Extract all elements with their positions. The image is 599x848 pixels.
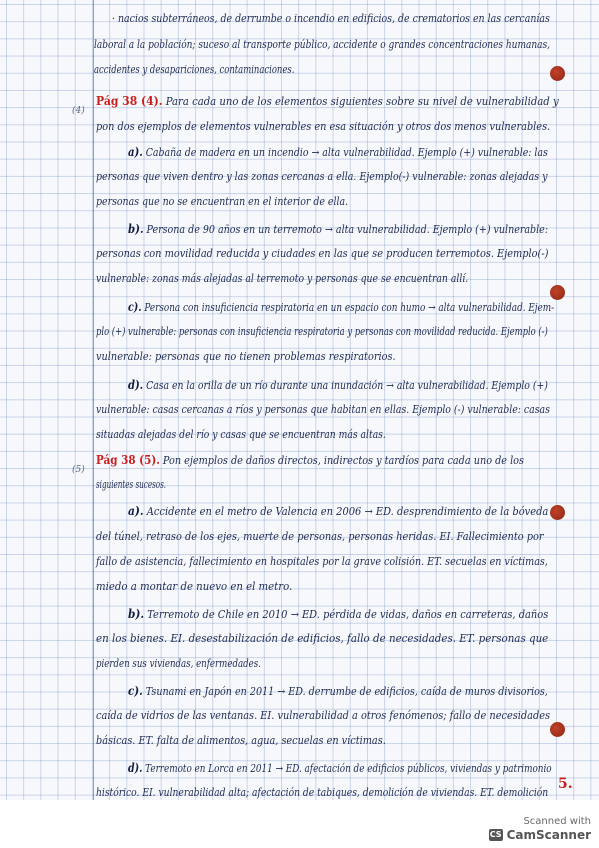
handwritten-line <box>94 38 550 52</box>
line-text: plo (+) vulnerable: personas con insuficiencia respiratoria y personas con movilidad reducida. Ejemplo (-) <box>96 325 548 338</box>
binder-hole <box>550 505 565 520</box>
margin-number: (5) <box>72 465 85 475</box>
handwritten-line <box>96 94 559 109</box>
line-text: Persona con insuficiencia respiratoria en un espacio con humo → alta vulnerabilidad. Ejem- <box>141 301 555 314</box>
scanned-with-label: Scanned with <box>523 816 591 827</box>
binder-hole <box>550 285 565 300</box>
handwritten-line <box>96 170 548 184</box>
item-letter: c). <box>128 300 142 314</box>
handwritten-line <box>96 195 348 209</box>
handwritten-line <box>96 709 550 723</box>
handwritten-line <box>128 684 548 699</box>
camscanner-brand-label: CamScanner <box>506 828 591 842</box>
margin-line <box>93 0 94 800</box>
handwritten-line <box>96 555 548 569</box>
line-text: · nacios subterráneos, de derrumbe o incendio en edificios, de crematorios en las cercanías <box>112 12 550 25</box>
exercise-heading: Pág 38 (5). <box>96 453 160 467</box>
line-text: personas que viven dentro y las zonas cercanas a ella. Ejemplo(-) vulnerable: zonas alejadas y <box>96 170 548 183</box>
handwritten-line <box>128 607 548 622</box>
line-text: siguientes sucesos. <box>96 478 167 491</box>
line-text: Cabaña de madera en un incendio → alta vulnerabilidad. Ejemplo (+) vulnerable: las <box>142 146 548 159</box>
line-text: Persona de 90 años en un terremoto → alta vulnerabilidad. Ejemplo (+) vulnerable: <box>143 223 549 236</box>
handwritten-line <box>128 222 548 237</box>
item-letter: b). <box>128 607 145 621</box>
handwritten-line <box>112 12 550 26</box>
item-letter: c). <box>128 684 143 698</box>
binder-hole <box>550 722 565 737</box>
camscanner-watermark <box>489 815 591 842</box>
handwritten-line <box>96 786 548 800</box>
line-text: del túnel, retraso de los ejes, muerte de personas, personas heridas. EI. Fallecimiento por <box>96 530 544 543</box>
line-text: personas que no se encuentran en el interior de ella. <box>96 195 349 208</box>
line-text: laboral a la población; suceso al transporte público, accidente o grandes concentraciones humanas, <box>94 38 551 51</box>
line-text: fallo de asistencia, fallecimiento en hospitales por la grave colisión. ET. secuelas en víctimas, <box>96 555 548 568</box>
camscanner-logo-icon: CS <box>489 830 502 839</box>
camscanner-brand <box>489 828 591 842</box>
handwritten-line <box>128 378 548 393</box>
line-text: Pon ejemplos de daños directos, indirectos y tardíos para cada uno de los <box>159 454 524 467</box>
handwritten-line <box>96 734 386 748</box>
line-text: Terremoto en Lorca en 2011 → ED. afectación de edificios públicos, viviendas y patrimonio <box>142 762 552 775</box>
line-text: vulnerable: zonas más alejadas al terremoto y personas que se encuentran allí. <box>96 272 469 285</box>
item-letter: a). <box>128 145 143 159</box>
handwritten-line <box>96 272 468 286</box>
line-text: miedo a montar de nuevo en el metro. <box>96 580 293 593</box>
item-letter: d). <box>128 761 143 775</box>
handwritten-line <box>96 580 292 594</box>
item-letter: a). <box>128 504 144 518</box>
handwritten-line <box>96 120 550 134</box>
line-text: caída de vidrios de las ventanas. EI. vulnerabilidad a otros fenómenos; fallo de necesidades <box>96 709 551 722</box>
handwritten-line <box>128 761 552 776</box>
handwritten-line <box>128 504 548 519</box>
line-text: pon dos ejemplos de elementos vulnerables en esa situación y otros dos menos vulnerables. <box>96 120 551 133</box>
handwritten-line <box>96 428 386 442</box>
line-text: Tsunami en Japón en 2011 → ED. derrumbe de edificios, caída de muros divisorios, <box>142 685 548 698</box>
handwritten-line <box>96 478 166 492</box>
line-text: básicas. ET. falta de alimentos, agua, secuelas en víctimas. <box>96 734 386 747</box>
binder-hole <box>550 66 565 81</box>
line-text: histórico. EI. vulnerabilidad alta; afectación de tabiques, demolición de viviendas. ET. demolición <box>96 786 549 799</box>
line-text: Terremoto de Chile en 2010 → ED. pérdida de vidas, daños en carreteras, daños <box>144 608 549 621</box>
margin-number: (4) <box>72 106 85 116</box>
item-letter: b). <box>128 222 144 236</box>
line-text: Casa en la orilla de un río durante una inundación → alta vulnerabilidad. Ejemplo (+) <box>143 379 548 392</box>
line-text: Para cada uno de los elementos siguientes sobre su nivel de vulnerabilidad y <box>162 95 559 108</box>
handwritten-line <box>96 350 396 364</box>
line-text: en los bienes. EI. desestabilización de edificios, fallo de necesidades. ET. personas que <box>96 632 549 645</box>
handwritten-line <box>96 403 550 417</box>
line-text: pierden sus viviendas, enfermedades. <box>96 657 261 670</box>
line-text: accidentes y desapariciones, contaminaciones. <box>94 63 295 76</box>
handwritten-line <box>96 325 548 339</box>
line-text: situadas alejadas del río y casas que se encuentran más altas. <box>96 428 386 441</box>
page-marker: 5. <box>558 776 573 792</box>
handwritten-line <box>96 247 548 261</box>
line-text: personas con movilidad reducida y ciudades en las que se producen terremotos. Ejemplo(-) <box>96 247 549 260</box>
handwritten-line <box>128 145 548 160</box>
handwritten-line <box>96 632 548 646</box>
exercise-heading: Pág 38 (4). <box>96 94 163 108</box>
line-text: vulnerable: personas que no tienen problemas respiratorios. <box>96 350 396 363</box>
handwritten-line <box>96 453 524 468</box>
handwritten-line <box>96 530 544 544</box>
handwritten-line <box>96 657 261 671</box>
item-letter: d). <box>128 378 144 392</box>
line-text: vulnerable: casas cercanas a ríos y personas que habitan en ellas. Ejemplo (-) vulnerable: casas <box>96 403 550 416</box>
handwritten-line <box>128 300 554 315</box>
line-text: Accidente en el metro de Valencia en 2006 → ED. desprendimiento de la bóveda <box>143 505 549 518</box>
handwritten-line <box>94 63 294 77</box>
